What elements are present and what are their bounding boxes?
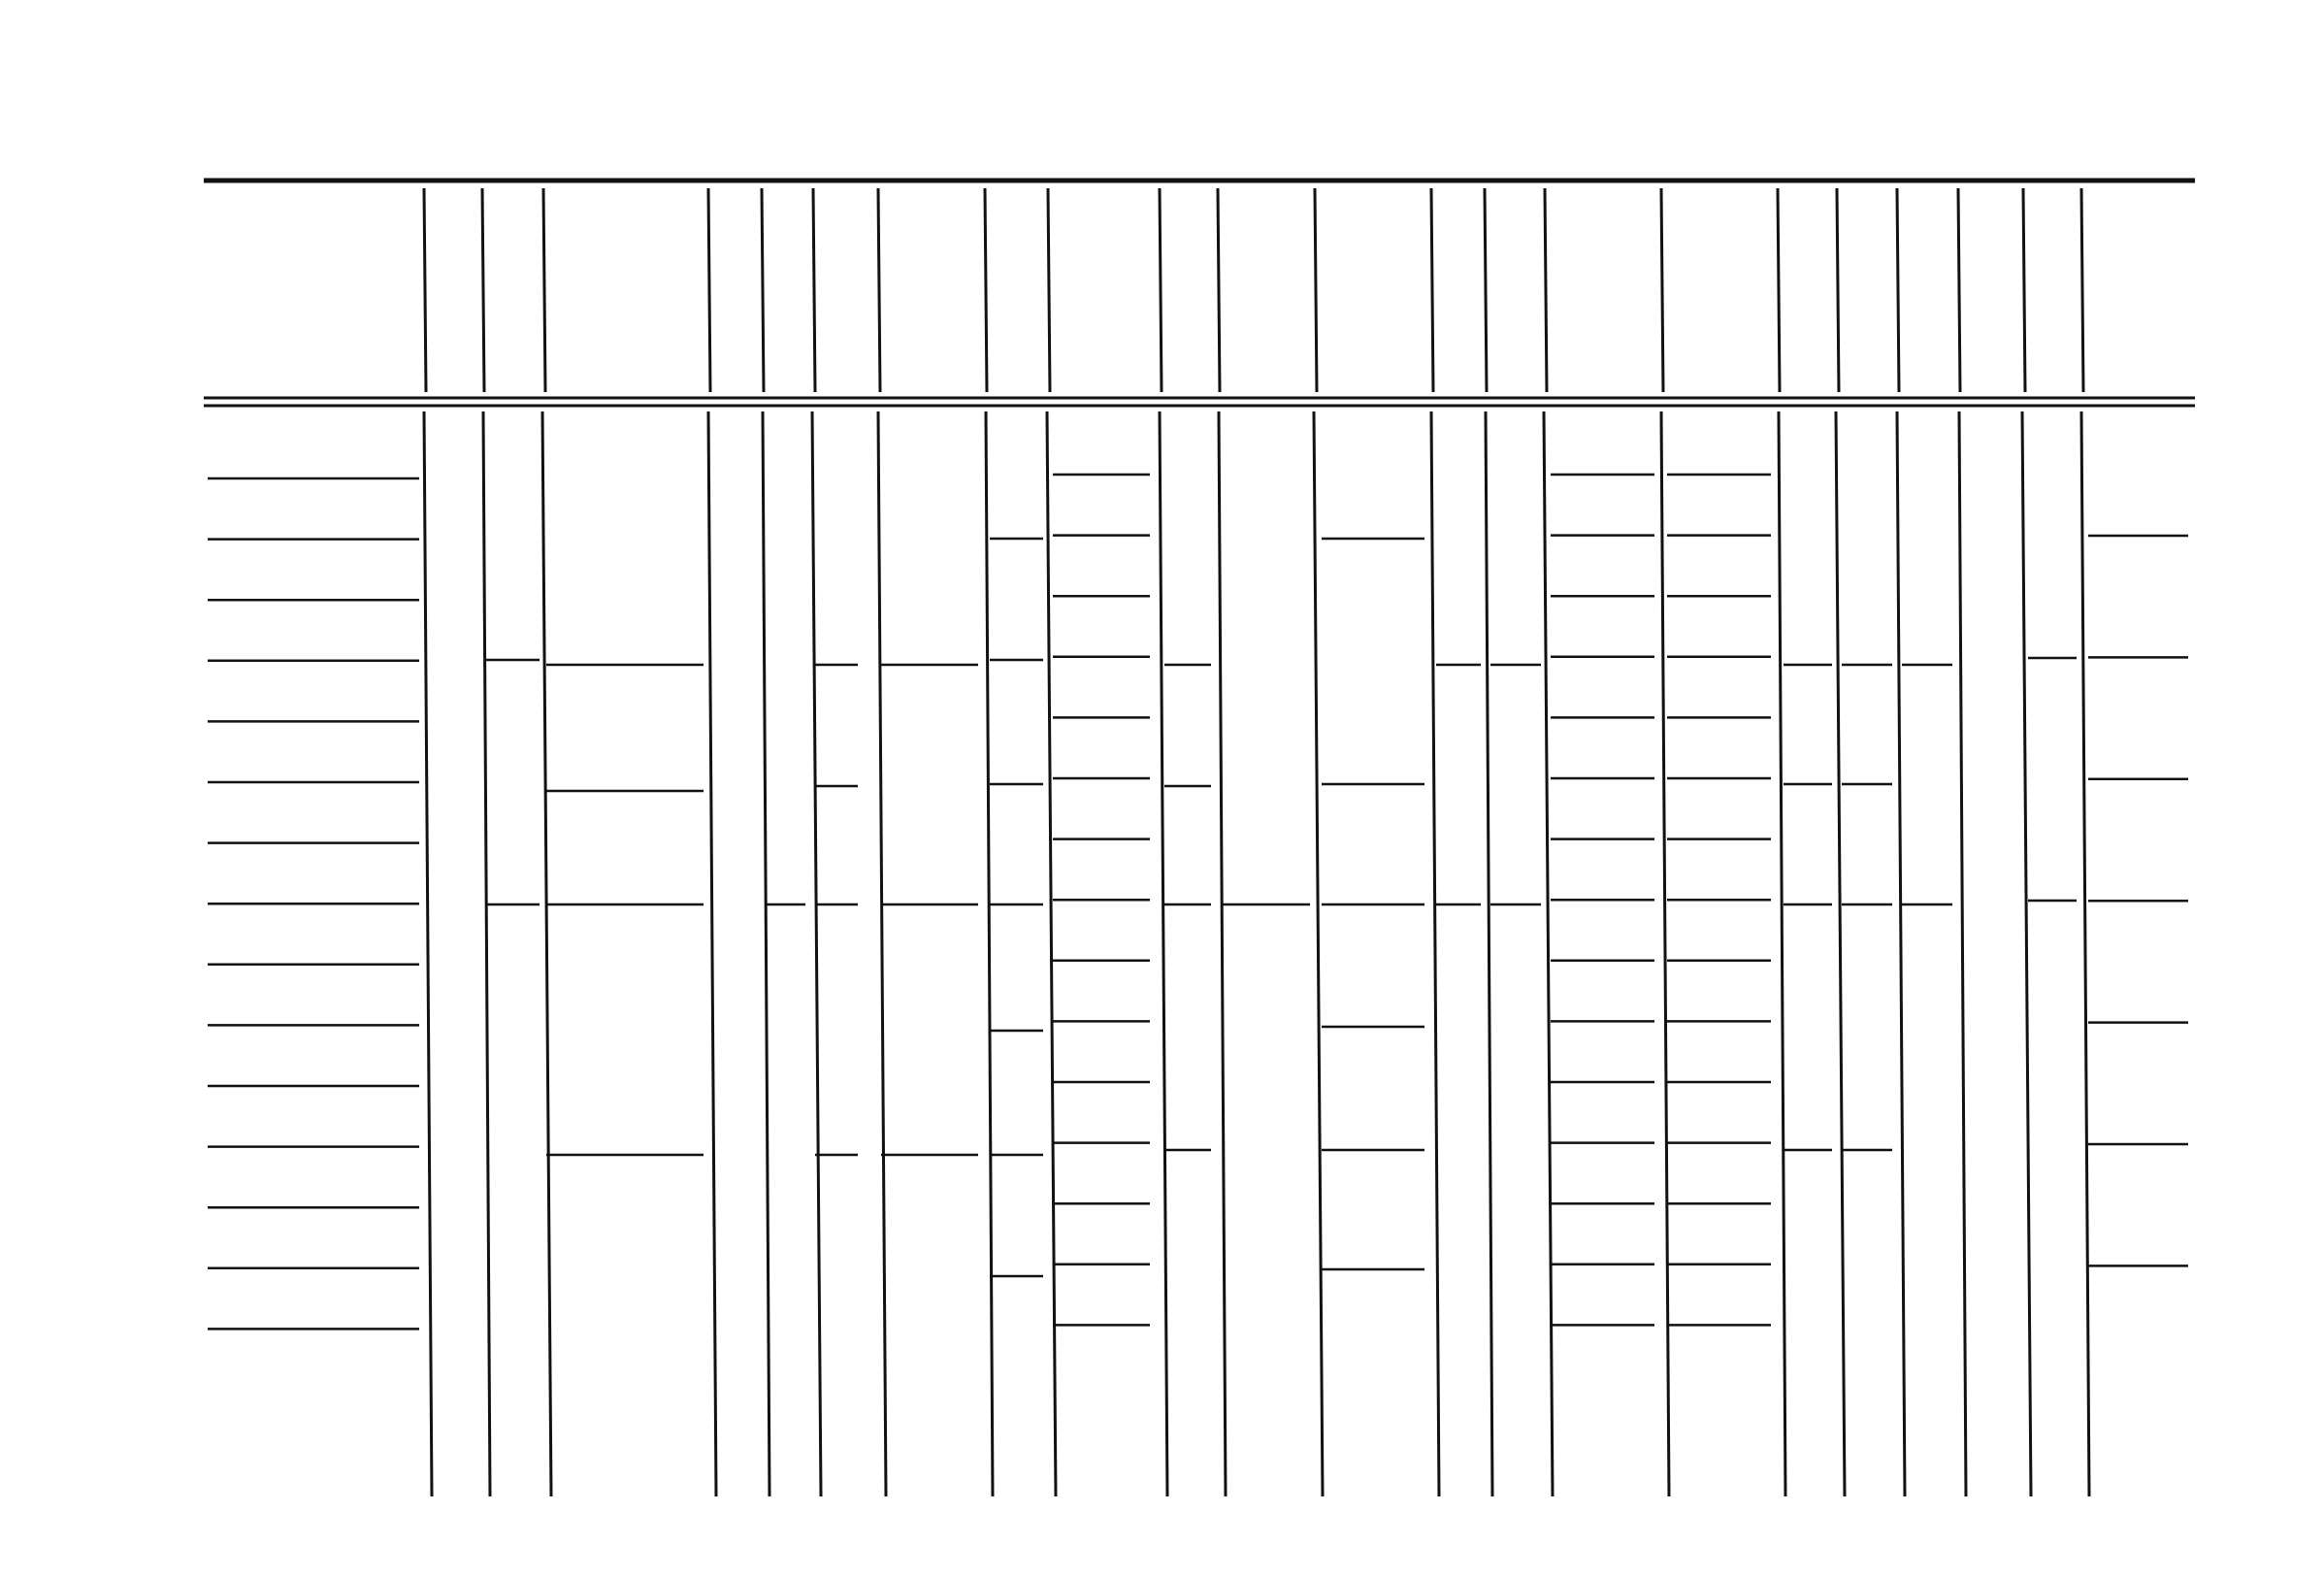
column-rule — [1431, 411, 1439, 1496]
column-rule — [1160, 411, 1167, 1496]
header-column-rule — [985, 188, 987, 392]
column-rule — [1897, 411, 1905, 1496]
header-column-rule — [2081, 188, 2083, 392]
header-column-rule — [1218, 188, 1220, 392]
header-column-rule — [1160, 188, 1162, 392]
header-column-rule — [1485, 188, 1487, 392]
column-rule — [483, 411, 490, 1496]
header-column-rule — [878, 188, 880, 392]
column-rule — [1661, 411, 1669, 1496]
column-rule — [1486, 411, 1492, 1496]
column-rule — [1836, 411, 1845, 1496]
column-rule — [424, 411, 432, 1496]
header-column-rule — [2023, 188, 2025, 392]
header-column-rule — [1315, 188, 1317, 392]
header-column-rule — [708, 188, 710, 392]
column-rule — [1219, 411, 1226, 1496]
header-column-rule — [424, 188, 426, 392]
header-column-rule — [1837, 188, 1839, 392]
column-rule — [542, 411, 551, 1496]
header-column-rule — [1897, 188, 1899, 392]
column-rule — [878, 411, 886, 1496]
header-column-rule — [1048, 188, 1050, 392]
column-rule — [1779, 411, 1785, 1496]
header-column-rule — [482, 188, 484, 392]
header-column-rule — [543, 188, 545, 392]
column-rule — [1314, 411, 1323, 1496]
column-rule — [1544, 411, 1553, 1496]
column-rule — [708, 411, 716, 1496]
header-column-rule — [762, 188, 764, 392]
column-rule — [763, 411, 769, 1496]
header-column-rule — [1958, 188, 1960, 392]
header-column-rule — [1778, 188, 1780, 392]
header-column-rule — [813, 188, 815, 392]
column-rule — [1959, 411, 1966, 1496]
header-column-rule — [1431, 188, 1433, 392]
column-rule — [2022, 411, 2031, 1496]
header-column-rule — [1545, 188, 1547, 392]
column-rule — [812, 411, 821, 1496]
column-rule — [2081, 411, 2089, 1496]
column-rule — [1047, 411, 1056, 1496]
header-column-rule — [1661, 188, 1663, 392]
column-rule — [986, 411, 993, 1496]
